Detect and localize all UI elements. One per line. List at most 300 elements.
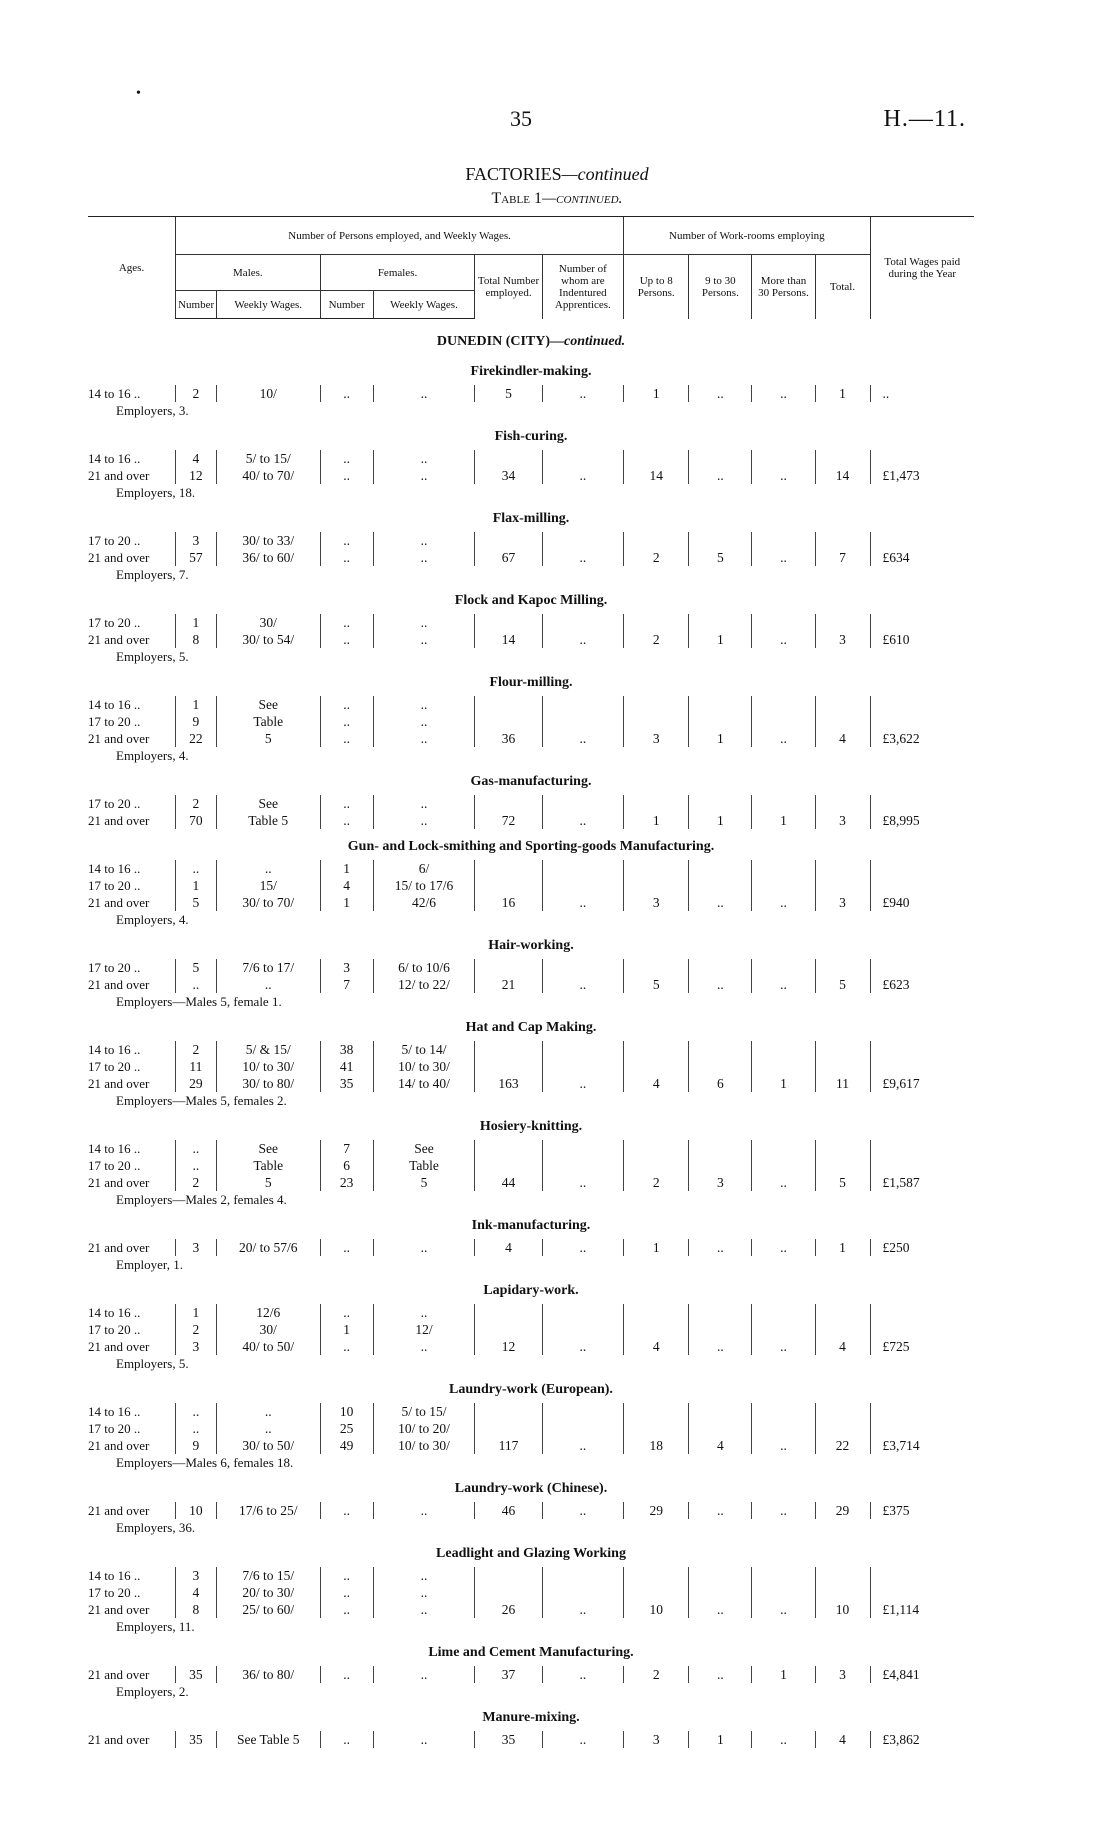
apprentices: .. [542,614,624,648]
total-employed: 35 [475,1731,542,1748]
header-up-to-8: Up to 8 Persons. [624,255,689,319]
workrooms-more-than-30: .. [752,860,815,911]
workrooms-total: 11 [815,1041,870,1092]
total-employed: 12 [475,1304,542,1355]
age-group: 14 to 16 .. [88,861,141,876]
males-number: 3 [176,1239,217,1256]
table-row [88,385,974,402]
males-number: 4 [176,1584,217,1601]
industry-name: Hosiery-knitting. [479,1119,583,1134]
males-number: 2 [176,1174,217,1191]
employers-row [88,566,974,583]
females-number: .. [320,549,373,566]
males-number: 5 [176,894,217,911]
females-number: .. [320,1304,373,1321]
males-wages: 40/ to 50/ [216,1338,320,1355]
females-number: .. [320,385,373,402]
workrooms-up-to-8: 1 [624,1239,689,1256]
header-total-employed: Total Number employed. [475,255,542,319]
header-9-to-30: 9 to 30 Persons. [689,255,752,319]
males-wages: See [216,795,320,812]
age-group: 21 and over [88,632,150,647]
females-number: .. [320,696,373,713]
header-females-number: Number [320,291,373,319]
industry-section [88,829,974,860]
females-wages: .. [373,385,475,402]
employers-row [88,911,974,928]
males-wages: .. [216,1403,320,1420]
apprentices: .. [542,385,624,402]
table-row [88,696,974,713]
males-wages: 30/ [216,1321,320,1338]
males-number: 1 [176,696,217,713]
males-number: 1 [176,614,217,631]
females-wages: .. [373,549,475,566]
workrooms-up-to-8: 3 [624,1731,689,1748]
females-wages: .. [373,1239,475,1256]
females-wages: .. [373,614,475,631]
industry-name: Laundry-work (European). [449,1382,613,1397]
males-wages: 36/ to 80/ [216,1666,320,1683]
age-group: 17 to 20 .. [88,1322,141,1337]
industry-section [88,1010,974,1041]
total-employed: 46 [475,1502,542,1519]
workrooms-more-than-30: .. [752,1140,815,1191]
factories-table [88,216,974,1748]
males-number: 3 [176,1567,217,1584]
workrooms-more-than-30: .. [752,532,815,566]
age-group: 21 and over [88,1667,150,1682]
total-wages: £4,841 [870,1666,974,1683]
females-wages: 42/6 [373,894,475,911]
females-wages: .. [373,795,475,812]
total-wages: £1,114 [870,1567,974,1618]
females-number: 1 [320,1321,373,1338]
industry-name: Ink-manufacturing. [471,1218,591,1233]
employers-note: Employers, 3. [116,403,189,418]
employers-note: Employers, 5. [116,649,189,664]
males-wages: 15/ [216,877,320,894]
header-more-than-30: More than 30 Persons. [752,255,815,319]
employers-row [88,484,974,501]
males-wages: 30/ to 70/ [216,894,320,911]
industry-section [88,583,974,614]
females-wages: .. [373,696,475,713]
employers-note: Employers—Males 5, female 1. [116,994,282,1009]
workrooms-total: 10 [815,1567,870,1618]
industry-name: Flax-milling. [492,511,570,526]
industry-name: Lapidary-work. [483,1283,579,1298]
industry-section [88,1635,974,1666]
employers-row [88,747,974,764]
workrooms-9-to-30: 6 [689,1041,752,1092]
workrooms-up-to-8: 4 [624,1041,689,1092]
age-group: 17 to 20 .. [88,1585,141,1600]
workrooms-9-to-30: 5 [689,532,752,566]
females-wages: .. [373,1601,475,1618]
males-number: 1 [176,877,217,894]
females-number: .. [320,795,373,812]
employers-note: Employers, 2. [116,1684,189,1699]
employers-row [88,1618,974,1635]
employers-note: Employers, 4. [116,748,189,763]
males-number: 57 [176,549,217,566]
age-group: 21 and over [88,1339,150,1354]
industry-name: Gas-manufacturing. [470,774,592,789]
females-wages: .. [373,1731,475,1748]
header-males-wages: Weekly Wages. [216,291,320,319]
header-males: Males. [176,255,321,291]
females-number: 23 [320,1174,373,1191]
females-wages: .. [373,467,475,484]
employers-row [88,1092,974,1109]
industry-name: Hair-working. [488,938,574,953]
males-wages: 36/ to 60/ [216,549,320,566]
females-wages: .. [373,532,475,549]
females-wages: 5/ to 15/ [373,1403,475,1420]
header-total-wages: Total Wages paid during the Year [870,217,974,319]
males-number: 2 [176,385,217,402]
females-wages: 12/ [373,1321,475,1338]
workrooms-up-to-8: 5 [624,959,689,993]
females-number: 1 [320,894,373,911]
workrooms-total: 4 [815,1304,870,1355]
workrooms-total: 3 [815,795,870,829]
males-number: 70 [176,812,217,829]
total-wages: £1,587 [870,1140,974,1191]
total-wages: £3,862 [870,1731,974,1748]
workrooms-total: 7 [815,532,870,566]
workrooms-more-than-30: 1 [752,1041,815,1092]
females-number: .. [320,467,373,484]
females-number: .. [320,1338,373,1355]
males-number: .. [176,1403,217,1420]
apprentices: .. [542,450,624,484]
total-wages: £8,995 [870,795,974,829]
employers-note: Employer, 1. [116,1257,183,1272]
females-wages: .. [373,631,475,648]
age-group: 21 and over [88,731,150,746]
females-number: .. [320,812,373,829]
workrooms-up-to-8: 29 [624,1502,689,1519]
females-wages: .. [373,1502,475,1519]
industry-section [88,1700,974,1731]
workrooms-total: 5 [815,959,870,993]
employers-row [88,1454,974,1471]
age-group: 17 to 20 .. [88,714,141,729]
age-group: 14 to 16 .. [88,1141,141,1156]
page-number: 35 [510,106,532,131]
males-number: 1 [176,1304,217,1321]
table-row [88,1041,974,1058]
table-row [88,795,974,812]
industry-section [88,764,974,795]
age-group: 21 and over [88,1732,150,1747]
workrooms-total: 3 [815,860,870,911]
document-code: H.—11. [883,106,966,132]
age-group: 17 to 20 .. [88,1158,141,1173]
header-females-wages: Weekly Wages. [373,291,475,319]
table-row [88,450,974,467]
age-group: 21 and over [88,1240,150,1255]
workrooms-more-than-30: .. [752,1239,815,1256]
workrooms-total: 22 [815,1403,870,1454]
table-row [88,860,974,877]
apprentices: .. [542,1140,624,1191]
employers-row [88,1191,974,1208]
industry-name: Fish-curing. [494,429,568,444]
total-wages: £375 [870,1502,974,1519]
age-group: 14 to 16 .. [88,1305,141,1320]
total-wages: £3,714 [870,1403,974,1454]
workrooms-9-to-30: 1 [689,696,752,747]
females-number: .. [320,730,373,747]
header-apprentices: Number of whom are Indentured Apprentices. [542,255,624,319]
apprentices: .. [542,1567,624,1618]
males-wages: 30/ to 50/ [216,1437,320,1454]
header-workrooms-total: Total. [815,255,870,319]
females-wages: .. [373,812,475,829]
females-number: .. [320,532,373,549]
females-number: 3 [320,959,373,976]
apprentices: .. [542,1041,624,1092]
females-wages: 12/ to 22/ [373,976,475,993]
males-wages: 5 [216,730,320,747]
males-number: 2 [176,1041,217,1058]
age-group: 17 to 20 .. [88,796,141,811]
males-number: 12 [176,467,217,484]
workrooms-up-to-8: 14 [624,450,689,484]
header-females: Females. [320,255,475,291]
workrooms-more-than-30: .. [752,614,815,648]
workrooms-9-to-30: 1 [689,795,752,829]
employers-note: Employers, 11. [116,1619,195,1634]
females-number: .. [320,1567,373,1584]
age-group: 14 to 16 .. [88,1404,141,1419]
males-wages: 5/ to 15/ [216,450,320,467]
industry-name: Gun- and Lock-smithing and Sporting-goods Manufacturing. [347,839,715,854]
workrooms-9-to-30: .. [689,1567,752,1618]
females-wages: 15/ to 17/6 [373,877,475,894]
industry-section [88,1372,974,1403]
employers-row [88,1683,974,1700]
females-number: 6 [320,1157,373,1174]
industry-section [88,1471,974,1502]
total-employed: 37 [475,1666,542,1683]
workrooms-more-than-30: .. [752,450,815,484]
males-number: 35 [176,1731,217,1748]
total-employed: 4 [475,1239,542,1256]
total-employed: 5 [475,385,542,402]
industry-name: Firekindler-making. [470,364,592,379]
total-wages: £725 [870,1304,974,1355]
males-number: 2 [176,1321,217,1338]
females-number: 4 [320,877,373,894]
males-wages: See [216,696,320,713]
total-employed: 34 [475,450,542,484]
employers-note: Employers, 36. [116,1520,196,1535]
page-title: FACTORIES—continued [465,164,649,184]
employers-row [88,1256,974,1273]
age-group: 14 to 16 .. [88,386,141,401]
industry-section [88,1208,974,1239]
age-group: 17 to 20 .. [88,1059,141,1074]
employers-note: Employers—Males 5, females 2. [116,1093,287,1108]
table-row [88,1304,974,1321]
header-persons-group: Number of Persons employed, and Weekly Wages. [176,217,624,255]
males-number: 11 [176,1058,217,1075]
total-wages: £250 [870,1239,974,1256]
males-number: 3 [176,1338,217,1355]
age-group: 21 and over [88,468,150,483]
age-group: 14 to 16 .. [88,451,141,466]
females-wages: 10/ to 30/ [373,1437,475,1454]
total-employed: 14 [475,614,542,648]
employers-row [88,402,974,419]
employers-note: Employers, 18. [116,485,196,500]
workrooms-9-to-30: .. [689,450,752,484]
females-wages: .. [373,713,475,730]
workrooms-total: 3 [815,614,870,648]
city-heading: DUNEDIN (CITY)—continued. [436,334,626,349]
workrooms-more-than-30: .. [752,1567,815,1618]
age-group: 14 to 16 .. [88,697,141,712]
total-employed: 36 [475,696,542,747]
workrooms-more-than-30: .. [752,385,815,402]
total-wages: £634 [870,532,974,566]
total-wages: £610 [870,614,974,648]
females-number: .. [320,1666,373,1683]
total-employed: 26 [475,1567,542,1618]
age-group: 21 and over [88,977,150,992]
workrooms-up-to-8: 2 [624,1666,689,1683]
workrooms-up-to-8: 10 [624,1567,689,1618]
females-wages: .. [373,1338,475,1355]
females-wages: Table [373,1157,475,1174]
workrooms-total: 4 [815,696,870,747]
apprentices: .. [542,795,624,829]
table-row [88,532,974,549]
males-wages: 30/ to 33/ [216,532,320,549]
females-wages: .. [373,730,475,747]
workrooms-more-than-30: 1 [752,795,815,829]
workrooms-total: 3 [815,1666,870,1683]
industry-name: Flour-milling. [489,675,573,690]
females-number: .. [320,1601,373,1618]
males-wages: 30/ to 80/ [216,1075,320,1092]
males-number: 2 [176,795,217,812]
total-wages: £3,622 [870,696,974,747]
workrooms-up-to-8: 18 [624,1403,689,1454]
males-wages: 10/ to 30/ [216,1058,320,1075]
age-group: 17 to 20 .. [88,878,141,893]
age-group: 21 and over [88,1175,150,1190]
males-number: 4 [176,450,217,467]
workrooms-total: 1 [815,385,870,402]
females-number: .. [320,1731,373,1748]
age-group: 21 and over [88,1503,150,1518]
table-row [88,614,974,631]
males-wages: .. [216,976,320,993]
females-number: 49 [320,1437,373,1454]
table-title: Table 1—continued. [491,190,623,207]
workrooms-9-to-30: 4 [689,1403,752,1454]
total-wages: £1,473 [870,450,974,484]
males-number: .. [176,1140,217,1157]
age-group: 14 to 16 .. [88,1568,141,1583]
industry-section [88,1109,974,1140]
females-number: .. [320,631,373,648]
females-number: .. [320,1502,373,1519]
apprentices: .. [542,1731,624,1748]
workrooms-9-to-30: .. [689,385,752,402]
workrooms-total: 14 [815,450,870,484]
females-number: 7 [320,1140,373,1157]
males-number: 5 [176,959,217,976]
females-wages: 5/ to 14/ [373,1041,475,1058]
males-wages: See Table 5 [216,1731,320,1748]
workrooms-total: 4 [815,1731,870,1748]
workrooms-up-to-8: 2 [624,614,689,648]
workrooms-9-to-30: .. [689,1666,752,1683]
males-number: .. [176,860,217,877]
males-number: .. [176,1420,217,1437]
table-row [88,1140,974,1157]
females-wages: .. [373,1304,475,1321]
females-wages: 5 [373,1174,475,1191]
workrooms-total: 1 [815,1239,870,1256]
employers-row [88,1355,974,1372]
table-row [88,959,974,976]
females-wages: 6/ to 10/6 [373,959,475,976]
total-wages: .. [870,385,974,402]
females-wages: 14/ to 40/ [373,1075,475,1092]
males-wages: Table 5 [216,812,320,829]
males-wages: 10/ [216,385,320,402]
industry-section [88,1536,974,1567]
age-group: 21 and over [88,895,150,910]
workrooms-9-to-30: .. [689,959,752,993]
table-row [88,1239,974,1256]
age-group: 17 to 20 .. [88,615,141,630]
industry-section [88,1273,974,1304]
stray-mark: • [136,86,141,101]
apprentices: .. [542,1304,624,1355]
males-wages: 7/6 to 17/ [216,959,320,976]
males-wages: 7/6 to 15/ [216,1567,320,1584]
age-group: 17 to 20 .. [88,533,141,548]
apprentices: .. [542,696,624,747]
males-wages: .. [216,1420,320,1437]
industry-section [88,501,974,532]
males-number: 8 [176,1601,217,1618]
apprentices: .. [542,1666,624,1683]
total-employed: 16 [475,860,542,911]
workrooms-9-to-30: .. [689,1304,752,1355]
age-group: 21 and over [88,813,150,828]
total-wages: £940 [870,860,974,911]
workrooms-9-to-30: 1 [689,1731,752,1748]
females-number: 7 [320,976,373,993]
workrooms-up-to-8: 2 [624,532,689,566]
table-row [88,1666,974,1683]
females-number: 10 [320,1403,373,1420]
females-number: 35 [320,1075,373,1092]
females-number: .. [320,450,373,467]
industry-name: Hat and Cap Making. [465,1020,597,1035]
females-number: 1 [320,860,373,877]
males-wages: 5/ & 15/ [216,1041,320,1058]
